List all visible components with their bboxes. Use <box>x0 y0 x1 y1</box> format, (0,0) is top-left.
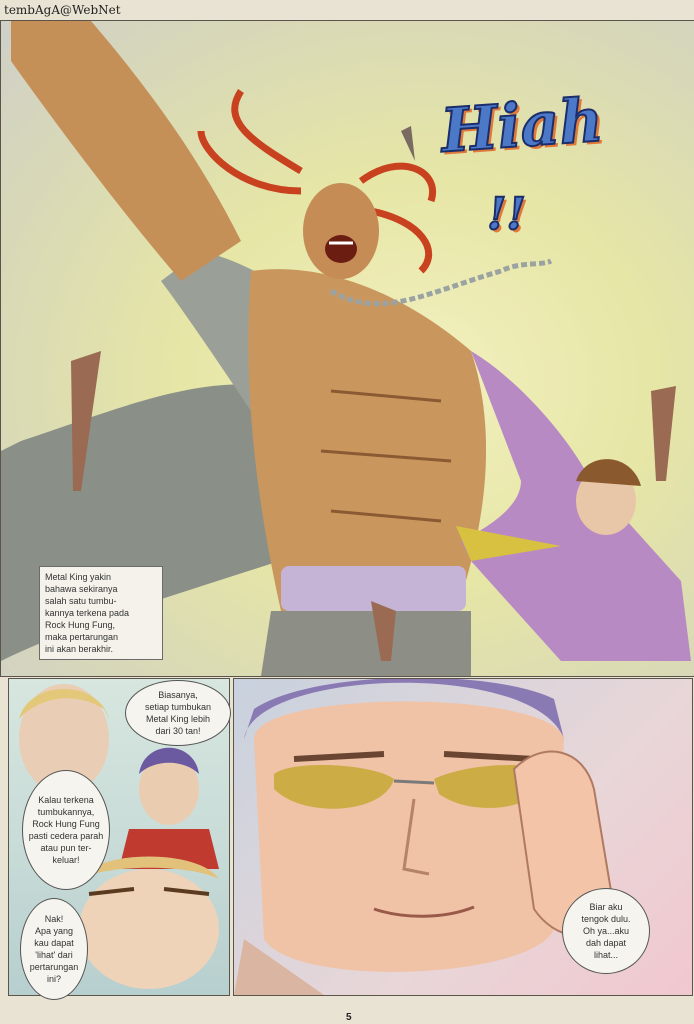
sfx-exclamation: !! <box>487 189 526 240</box>
watermark: tembAgA@WebNet <box>4 3 121 17</box>
panel-metal-king-attack <box>0 20 694 677</box>
speech-bubble-let-me-see: Biar aku tengok dulu. Oh ya...aku dah dapat lihat... <box>562 888 650 974</box>
closeup-face <box>79 869 219 989</box>
speech-bubble-if-hit: Kalau terkena tumbukannya, Rock Hung Fung pasti cedera parah atau pun ter- keluar! <box>22 770 110 890</box>
head <box>303 183 379 279</box>
speech-bubble-punch-weight: Biasanya, setiap tumbukan Metal King lebih dari 30 tan! <box>125 680 231 746</box>
sfx-hiah: Hiah <box>438 85 606 167</box>
speech-bubble-what-next: Nak! Apa yang kau dapat 'lihat' dari pertarungan ini? <box>20 898 88 1000</box>
page-number: 5 <box>346 1012 352 1023</box>
caption-box: Metal King yakin bahawa sekiranya salah satu tumbu- kannya terkena pada Rock Hung Fung, maka pertarungan ini akan berakhir. <box>39 566 163 660</box>
torso <box>248 269 486 611</box>
pants <box>261 611 471 676</box>
